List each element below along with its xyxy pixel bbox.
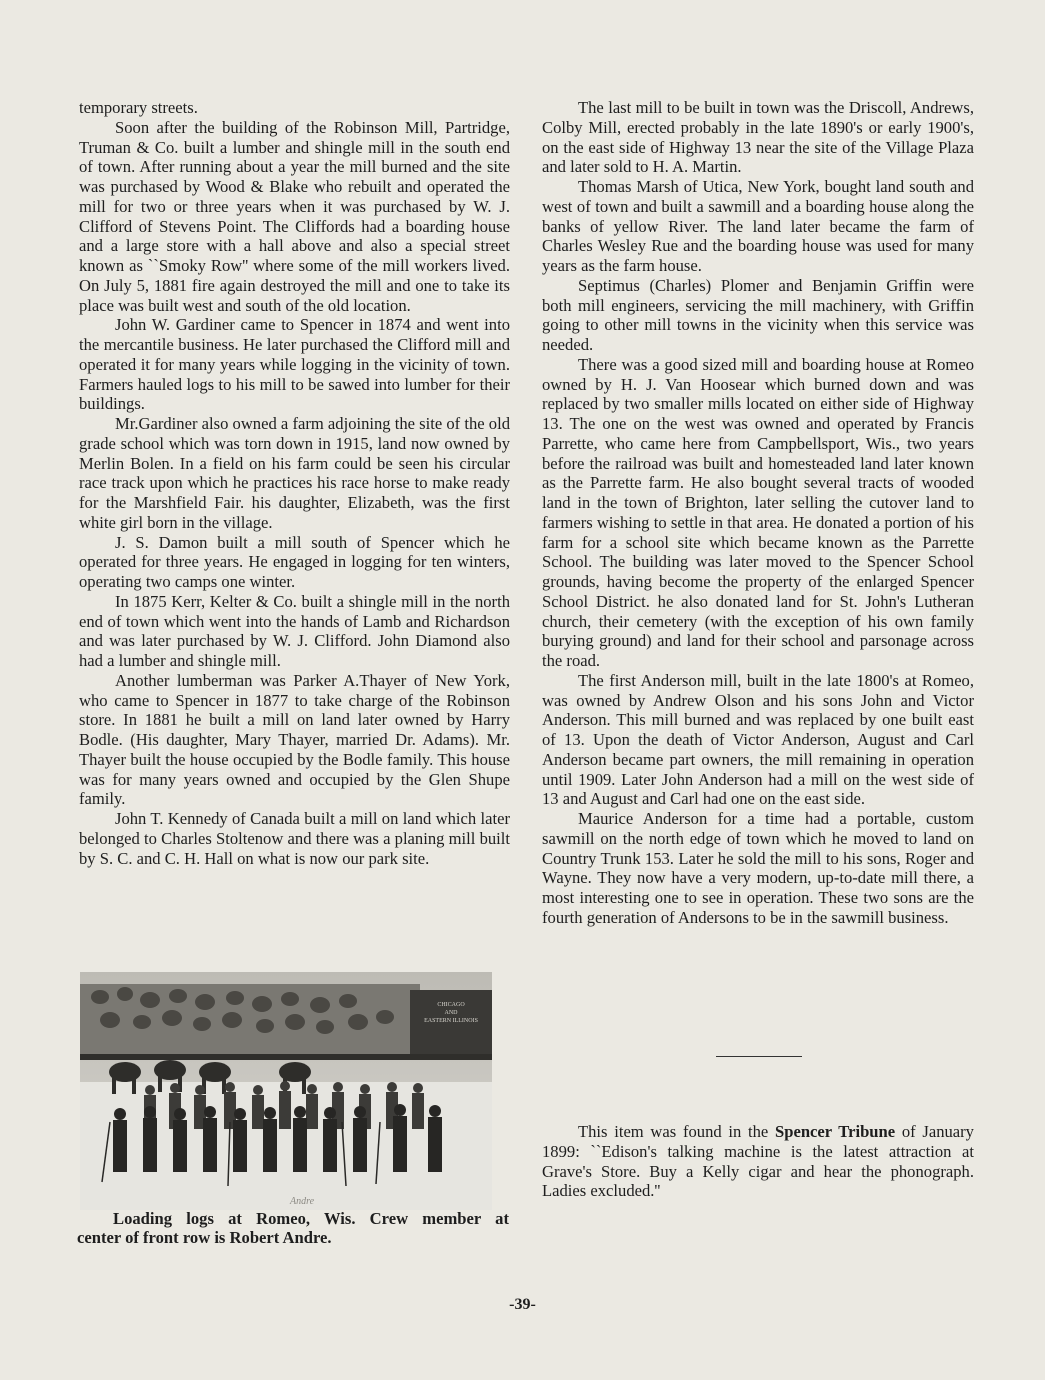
- paragraph: Septimus (Charles) Plomer and Benjamin Griffin were both mill engineers, servicing the mill machinery, with Griffin going to other mill towns in the vicinity when this service was needed.: [542, 275, 974, 354]
- note-source: Spencer Tribune: [775, 1122, 896, 1141]
- paragraph: Another lumberman was Parker A.Thayer of New York, who came to Spencer in 1877 to take charge of the Robinson store. In 1881 he built a mill on land later owned by Harry Bodle. (His daughter, Mary Thayer, married Dr. Adams). Mr. Thayer built the house occupied by the Bodle family. This house was for many years owned and occupied by the Glen Shupe family.: [79, 670, 510, 809]
- paragraph: J. S. Damon built a mill south of Spencer which he operated for three years. He engaged in logging for ten winters, operating two camps one winter.: [79, 532, 510, 591]
- paragraph: Mr.Gardiner also owned a farm adjoining the site of the old grade school which was torn down in 1915, land now owned by Merlin Bolen. In a field on his farm could be seen his circular race track upon which he practices his race horse to make ready for the Marshfield Fair. his daughter, Elizabeth, was the first white girl born in the village.: [79, 414, 510, 532]
- page-number: -39-: [509, 1296, 536, 1313]
- note-paragraph: [542, 1122, 974, 1201]
- photo-illustration: [80, 972, 492, 1210]
- photo-caption: [77, 1209, 509, 1247]
- railcar-line-2: AND: [444, 1010, 458, 1016]
- caption-line-1: Loading logs at Romeo, Wis. Crew member at: [113, 1209, 509, 1228]
- paragraph: Soon after the building of the Robinson Mill, Partridge, Truman & Co. built a lumber and shingle mill in the south end of town. After running about a year the mill burned and the site was purchased by Wood & Blake who rebuilt and operated the mill for two or three years when it was purchased by W. J. Clifford of Stevens Point. The Cliffords had a boarding house and a large store with a hall above and also a special street known as ``Smoky Row'' where some of the mill workers lived. On July 5, 1881 fire again destroyed the mill and one to take its place was built west and south of the old location.: [79, 117, 510, 315]
- note-rest: of January 1899: ``Edison's talking machine is the latest attraction at Grave's Store. Buy a Kelly cigar and hear the phonograph. Ladies excluded.'': [542, 1122, 974, 1201]
- paragraph: temporary streets.: [79, 98, 198, 117]
- note-intro: This item was found in the: [578, 1122, 775, 1141]
- logging-crew-photo: [80, 972, 492, 1210]
- photo-signature: Andre: [290, 1196, 315, 1207]
- railcar-line-3: EASTERN ILLINOIS: [424, 1018, 478, 1024]
- paragraph: There was a good sized mill and boarding house at Romeo owned by H. J. Van Hoosear which burned down and was replaced by two smaller mills located on either side of Highway 13. The one on the west was owned and operated by Francis Parrette, who came here from Campbellsport, Wis., two years before the railroad was built and homesteaded land later known as the Parrette farm. He also bought several tracts of wooded land in the town of Brighton, later selling the cutover land to farmers wishing to settle in that area. He donated a portion of his farm for a school site which became known as the Parrette School. The building was later moved to the Spencer School grounds, having become the property of the enlarged Spencer School District. he also donated land for St. John's Lutheran church, their cemetery (with the exception of his own family burying ground) and land for their school and parsonage across the road.: [542, 354, 974, 670]
- paragraph: In 1875 Kerr, Kelter & Co. built a shingle mill in the north end of town which went into the hands of Lamb and Richardson and was later purchased by W. J. Clifford. John Diamond also had a lumber and shingle mill.: [79, 591, 510, 670]
- paragraph: Thomas Marsh of Utica, New York, bought land south and west of town and built a sawmill and a boarding house along the banks of yellow River. The land later became the farm of Charles Wesley Rue and the boarding house was used for many years as the farm house.: [542, 177, 974, 275]
- paragraph: John T. Kennedy of Canada built a mill on land which later belonged to Charles Stoltenow and there was a planing mill built by S. C. and C. H. Hall on what is now our park site.: [79, 809, 510, 868]
- railcar-line-1: CHICAGO: [437, 1002, 465, 1008]
- left-column: [79, 98, 510, 868]
- caption-line-2: center of front row is Robert Andre.: [77, 1228, 332, 1247]
- paragraph: Maurice Anderson for a time had a portable, custom sawmill on the north edge of town which he moved to land on Country Trunk 153. Later he sold the mill to his sons, Roger and Wayne. They now have a very modern, up-to-date mill there, a most interesting one to see in operation. These two sons are the fourth generation of Andersons to be in the sawmill business.: [542, 809, 974, 927]
- section-divider: [716, 1056, 802, 1057]
- paragraph: The last mill to be built in town was the Driscoll, Andrews, Colby Mill, erected probably in the late 1890's or early 1900's, on the east side of Highway 13 near the site of the Village Plaza and later sold to H. A. Martin.: [542, 98, 974, 177]
- paragraph: The first Anderson mill, built in the late 1800's at Romeo, was owned by Andrew Olson and his sons John and Victor Anderson. This mill burned and was replaced by one built east of 13. Upon the death of Victor Anderson, August and Carl Anderson became part owners, the mill remaining in operation until 1909. Later John Anderson had a mill on the west side of 13 and August and Carl had one on the east side.: [542, 670, 974, 809]
- paragraph: John W. Gardiner came to Spencer in 1874 and went into the mercantile business. He later purchased the Clifford mill and operated it for many years while logging in the vicinity of town. Farmers hauled logs to his mill to be sawed into lumber for their buildings.: [79, 315, 510, 414]
- right-column: [542, 98, 974, 928]
- tribune-note: [542, 1122, 974, 1201]
